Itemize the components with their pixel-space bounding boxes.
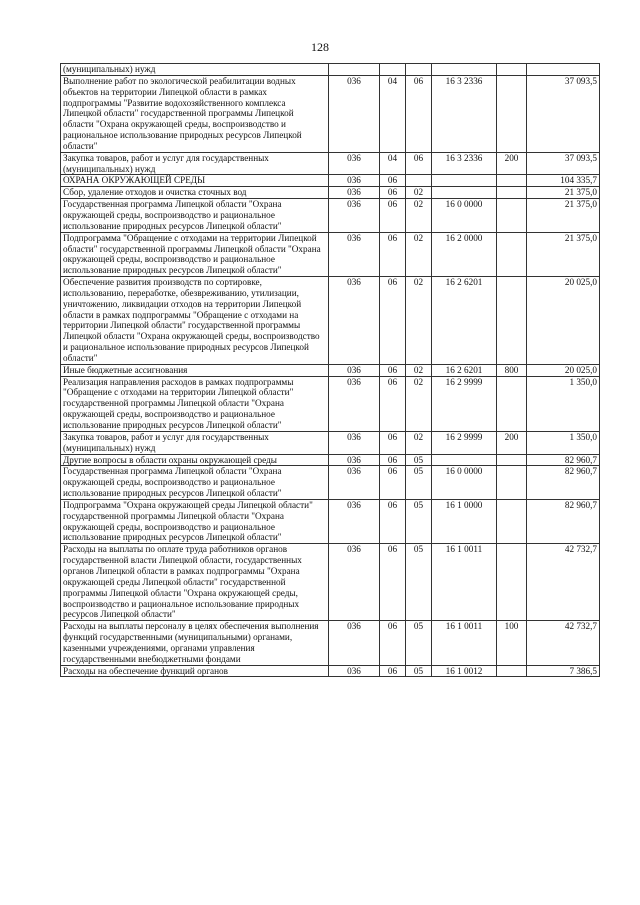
amount: 42 732,7 bbox=[527, 544, 600, 621]
section-code: 06 bbox=[380, 499, 406, 543]
subsection-code: 05 bbox=[406, 466, 432, 500]
row-name: Выполнение работ по экологической реабилитации водных объектов на территории Липецкой области в рамках подпрограммы "Развитие водохозяйственного комплекса Липецкой области" государственной программы Липецкой области "Охрана окружающей среды, воспроизводство и рациональное использование природных ресурсов Липецкой области" bbox=[61, 75, 329, 152]
table-row bbox=[61, 199, 600, 233]
row-name: Другие вопросы в области охраны окружающей среды bbox=[61, 454, 329, 466]
row-name: Подпрограмма "Охрана окружающей среды Липецкой области" государственной программы Липецкой области "Охрана окружающей среды, воспроизводство и рациональное использование природных ресурсов Липецкой области" bbox=[61, 499, 329, 543]
ministry-code: 036 bbox=[329, 454, 380, 466]
amount: 104 335,7 bbox=[527, 175, 600, 187]
subsection-code bbox=[406, 175, 432, 187]
section-code: 06 bbox=[380, 466, 406, 500]
target-article bbox=[432, 64, 497, 76]
target-article: 16 3 2336 bbox=[432, 75, 497, 152]
expense-type bbox=[497, 187, 527, 199]
subsection-code: 02 bbox=[406, 431, 432, 454]
ministry-code: 036 bbox=[329, 232, 380, 276]
target-article: 16 2 9999 bbox=[432, 431, 497, 454]
row-name: Обеспечение развития производств по сортировке, использованию, переработке, обезвреживанию, утилизации, уничтожению, ликвидации отходов на территории Липецкой области в рамках подпрограммы "Обращение с отходами на территории Липецкой области" государственной программы Липецкой области "Охрана окружающей среды, воспроизводство и рациональное использование природных ресурсов Липецкой области" bbox=[61, 277, 329, 365]
target-article: 16 2 9999 bbox=[432, 376, 497, 431]
expense-type bbox=[497, 499, 527, 543]
subsection-code: 02 bbox=[406, 232, 432, 276]
expense-type bbox=[497, 544, 527, 621]
target-article bbox=[432, 175, 497, 187]
amount: 37 093,5 bbox=[527, 152, 600, 175]
row-name: Государственная программа Липецкой области "Охрана окружающей среды, воспроизводство и рациональное использование природных ресурсов Липецкой области" bbox=[61, 199, 329, 233]
table-row bbox=[61, 64, 600, 76]
table-row bbox=[61, 454, 600, 466]
subsection-code: 05 bbox=[406, 544, 432, 621]
table-row bbox=[61, 376, 600, 431]
section-code: 06 bbox=[380, 621, 406, 665]
expense-type bbox=[497, 64, 527, 76]
ministry-code: 036 bbox=[329, 175, 380, 187]
section-code: 06 bbox=[380, 277, 406, 365]
section-code: 06 bbox=[380, 232, 406, 276]
amount bbox=[527, 64, 600, 76]
subsection-code: 02 bbox=[406, 277, 432, 365]
ministry-code: 036 bbox=[329, 376, 380, 431]
section-code: 06 bbox=[380, 364, 406, 376]
ministry-code: 036 bbox=[329, 152, 380, 175]
section-code: 06 bbox=[380, 175, 406, 187]
ministry-code: 036 bbox=[329, 544, 380, 621]
table-row bbox=[61, 75, 600, 152]
section-code: 06 bbox=[380, 431, 406, 454]
row-name: Расходы на выплаты по оплате труда работников органов государственной власти Липецкой области, государственных органов Липецкой области в рамках подпрограммы "Охрана окружающей среды Липецкой области" государственной программы Липецкой области "Охрана окружающей среды, воспроизводство и рациональное использование природных ресурсов Липецкой области" bbox=[61, 544, 329, 621]
expense-type bbox=[497, 75, 527, 152]
target-article: 16 3 2336 bbox=[432, 152, 497, 175]
ministry-code: 036 bbox=[329, 75, 380, 152]
section-code: 04 bbox=[380, 75, 406, 152]
amount: 20 025,0 bbox=[527, 277, 600, 365]
target-article: 16 0 0000 bbox=[432, 466, 497, 500]
subsection-code: 02 bbox=[406, 187, 432, 199]
budget-table bbox=[60, 63, 600, 677]
section-code: 06 bbox=[380, 187, 406, 199]
amount: 21 375,0 bbox=[527, 232, 600, 276]
row-name: (муниципальных) нужд bbox=[61, 64, 329, 76]
subsection-code: 06 bbox=[406, 152, 432, 175]
row-name: Сбор, удаление отходов и очистка сточных вод bbox=[61, 187, 329, 199]
table-row bbox=[61, 466, 600, 500]
subsection-code: 05 bbox=[406, 499, 432, 543]
table-row bbox=[61, 277, 600, 365]
table-row bbox=[61, 665, 600, 677]
subsection-code: 02 bbox=[406, 364, 432, 376]
amount: 42 732,7 bbox=[527, 621, 600, 665]
target-article: 16 2 6201 bbox=[432, 277, 497, 365]
expense-type bbox=[497, 232, 527, 276]
target-article: 16 2 0000 bbox=[432, 232, 497, 276]
target-article: 16 2 6201 bbox=[432, 364, 497, 376]
expense-type bbox=[497, 175, 527, 187]
table-row bbox=[61, 431, 600, 454]
expense-type bbox=[497, 199, 527, 233]
ministry-code: 036 bbox=[329, 466, 380, 500]
row-name: Государственная программа Липецкой области "Охрана окружающей среды, воспроизводство и рациональное использование природных ресурсов Липецкой области" bbox=[61, 466, 329, 500]
target-article bbox=[432, 454, 497, 466]
expense-type: 200 bbox=[497, 431, 527, 454]
target-article: 16 1 0011 bbox=[432, 544, 497, 621]
ministry-code: 036 bbox=[329, 665, 380, 677]
amount: 21 375,0 bbox=[527, 187, 600, 199]
expense-type bbox=[497, 277, 527, 365]
ministry-code: 036 bbox=[329, 199, 380, 233]
section-code: 04 bbox=[380, 152, 406, 175]
subsection-code: 02 bbox=[406, 376, 432, 431]
amount: 82 960,7 bbox=[527, 466, 600, 500]
amount: 37 093,5 bbox=[527, 75, 600, 152]
ministry-code: 036 bbox=[329, 621, 380, 665]
ministry-code: 036 bbox=[329, 277, 380, 365]
row-name: ОХРАНА ОКРУЖАЮЩЕЙ СРЕДЫ bbox=[61, 175, 329, 187]
subsection-code: 05 bbox=[406, 665, 432, 677]
expense-type: 800 bbox=[497, 364, 527, 376]
ministry-code: 036 bbox=[329, 431, 380, 454]
section-code: 06 bbox=[380, 665, 406, 677]
target-article: 16 1 0011 bbox=[432, 621, 497, 665]
ministry-code: 036 bbox=[329, 364, 380, 376]
subsection-code bbox=[406, 64, 432, 76]
row-name: Иные бюджетные ассигнования bbox=[61, 364, 329, 376]
row-name: Расходы на обеспечение функций органов bbox=[61, 665, 329, 677]
expense-type bbox=[497, 665, 527, 677]
amount: 21 375,0 bbox=[527, 199, 600, 233]
subsection-code: 05 bbox=[406, 621, 432, 665]
row-name: Реализация направления расходов в рамках подпрограммы "Обращение с отходами на территории Липецкой области" государственной программы Липецкой области "Охрана окружающей среды, воспроизводство и рациональное использование природных ресурсов Липецкой области" bbox=[61, 376, 329, 431]
amount: 20 025,0 bbox=[527, 364, 600, 376]
table-row bbox=[61, 364, 600, 376]
table-row bbox=[61, 544, 600, 621]
ministry-code bbox=[329, 64, 380, 76]
row-name: Закупка товаров, работ и услуг для государственных (муниципальных) нужд bbox=[61, 152, 329, 175]
amount: 7 386,5 bbox=[527, 665, 600, 677]
section-code: 06 bbox=[380, 376, 406, 431]
target-article: 16 1 0000 bbox=[432, 499, 497, 543]
expense-type: 200 bbox=[497, 152, 527, 175]
expense-type: 100 bbox=[497, 621, 527, 665]
table-row bbox=[61, 175, 600, 187]
target-article: 16 0 0000 bbox=[432, 199, 497, 233]
amount: 1 350,0 bbox=[527, 376, 600, 431]
amount: 82 960,7 bbox=[527, 499, 600, 543]
subsection-code: 06 bbox=[406, 75, 432, 152]
budget-table-body bbox=[61, 64, 600, 677]
table-row bbox=[61, 499, 600, 543]
row-name: Закупка товаров, работ и услуг для государственных (муниципальных) нужд bbox=[61, 431, 329, 454]
subsection-code: 02 bbox=[406, 199, 432, 233]
subsection-code: 05 bbox=[406, 454, 432, 466]
table-row bbox=[61, 621, 600, 665]
table-row bbox=[61, 187, 600, 199]
target-article bbox=[432, 187, 497, 199]
section-code: 06 bbox=[380, 199, 406, 233]
amount: 82 960,7 bbox=[527, 454, 600, 466]
page-number: 128 bbox=[311, 40, 329, 54]
expense-type bbox=[497, 376, 527, 431]
row-name: Подпрограмма "Обращение с отходами на территории Липецкой области" государственной программы Липецкой области "Охрана окружающей среды, воспроизводство и рациональное использование природных ресурсов Липецкой области" bbox=[61, 232, 329, 276]
target-article: 16 1 0012 bbox=[432, 665, 497, 677]
expense-type bbox=[497, 454, 527, 466]
section-code bbox=[380, 64, 406, 76]
ministry-code: 036 bbox=[329, 187, 380, 199]
amount: 1 350,0 bbox=[527, 431, 600, 454]
row-name: Расходы на выплаты персоналу в целях обеспечения выполнения функций государственными (муниципальными) органами, казенными учреждениями, органами управления государственными внебюджетными фондами bbox=[61, 621, 329, 665]
table-row bbox=[61, 152, 600, 175]
section-code: 06 bbox=[380, 454, 406, 466]
ministry-code: 036 bbox=[329, 499, 380, 543]
expense-type bbox=[497, 466, 527, 500]
section-code: 06 bbox=[380, 544, 406, 621]
table-row bbox=[61, 232, 600, 276]
